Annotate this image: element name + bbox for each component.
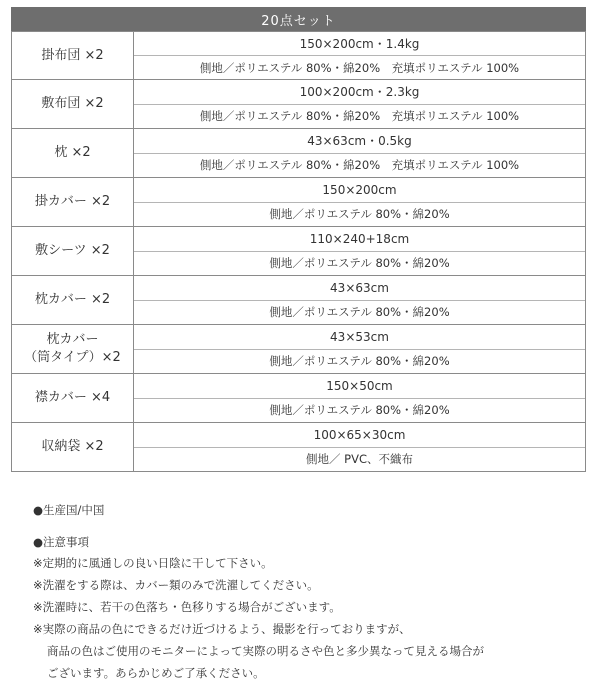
item-details <box>134 276 586 324</box>
item-name: 掛布団 ×2 <box>11 32 134 79</box>
item-size: 100×65×30cm <box>134 423 585 448</box>
item-details <box>134 227 586 275</box>
table-row <box>11 129 586 178</box>
set-title-bar <box>11 7 586 31</box>
item-size: 43×63cm・0.5kg <box>134 129 585 154</box>
item-details <box>134 374 586 422</box>
item-material: 側地／ポリエステル 80%・綿20% <box>269 207 450 222</box>
item-material: 側地／ポリエステル 80%・綿20% <box>269 403 450 418</box>
item-name <box>11 325 134 373</box>
item-size: 150×200cm・1.4kg <box>134 32 585 56</box>
item-name: 敷シーツ ×2 <box>11 227 134 275</box>
caution-note: ※実際の商品の色にできるだけ近づけるよう、撮影を行っておりますが、 <box>33 622 411 636</box>
item-material: 側地／ポリエステル 80%・綿20% <box>269 354 450 369</box>
caution-note: 商品の色はご使用のモニターによって実際の明るさや色と多少異なって見える場合が <box>47 644 484 658</box>
table-row <box>11 325 586 374</box>
item-name: 襟カバー ×4 <box>11 374 134 422</box>
caution-title: ●注意事項 <box>33 535 90 549</box>
item-material: 側地／ポリエステル 80%・綿20% 充填ポリエステル 100% <box>199 158 520 173</box>
caution-note: ※洗濯をする際は、カバー類のみで洗濯してください。 <box>33 578 319 592</box>
item-material: 側地／ポリエステル 80%・綿20% <box>269 256 450 271</box>
item-name-line: （筒タイプ）×2 <box>24 350 121 365</box>
country-of-origin: ●生産国/中国 <box>33 503 105 517</box>
notes-section <box>33 500 573 684</box>
item-size: 150×50cm <box>134 374 585 399</box>
item-size: 100×200cm・2.3kg <box>134 80 585 105</box>
item-material: 側地／ PVC、不織布 <box>306 452 413 467</box>
item-size: 43×53cm <box>134 325 585 350</box>
item-name: 枕 ×2 <box>11 129 134 177</box>
item-details <box>134 325 586 373</box>
item-material: 側地／ポリエステル 80%・綿20% <box>269 305 450 320</box>
caution-note: ※洗濯時に、若干の色落ち・色移りする場合がございます。 <box>33 600 341 614</box>
table-row <box>11 178 586 227</box>
caution-note: ※定期的に風通しの良い日陰に干して下さい。 <box>33 556 273 570</box>
table-row <box>11 374 586 423</box>
item-size: 150×200cm <box>134 178 585 203</box>
table-row <box>11 80 586 129</box>
item-name: 掛カバー ×2 <box>11 178 134 226</box>
table-row <box>11 423 586 472</box>
item-name: 枕カバー ×2 <box>11 276 134 324</box>
item-name: 敷布団 ×2 <box>11 80 134 128</box>
set-title: 20点セット <box>261 13 336 29</box>
item-size: 110×240+18cm <box>134 227 585 252</box>
item-details <box>134 178 586 226</box>
item-material: 側地／ポリエステル 80%・綿20% 充填ポリエステル 100% <box>199 109 520 124</box>
item-details <box>134 80 586 128</box>
spec-table <box>11 31 586 472</box>
item-details <box>134 32 586 79</box>
table-row <box>11 227 586 276</box>
item-material: 側地／ポリエステル 80%・綿20% 充填ポリエステル 100% <box>199 60 520 75</box>
item-details <box>134 129 586 177</box>
table-row <box>11 276 586 325</box>
item-details <box>134 423 586 471</box>
item-name-line: 枕カバー <box>46 332 99 347</box>
table-row <box>11 31 586 80</box>
caution-note: ございます。あらかじめご了承ください。 <box>47 666 265 680</box>
item-size: 43×63cm <box>134 276 585 301</box>
item-name: 収納袋 ×2 <box>11 423 134 471</box>
